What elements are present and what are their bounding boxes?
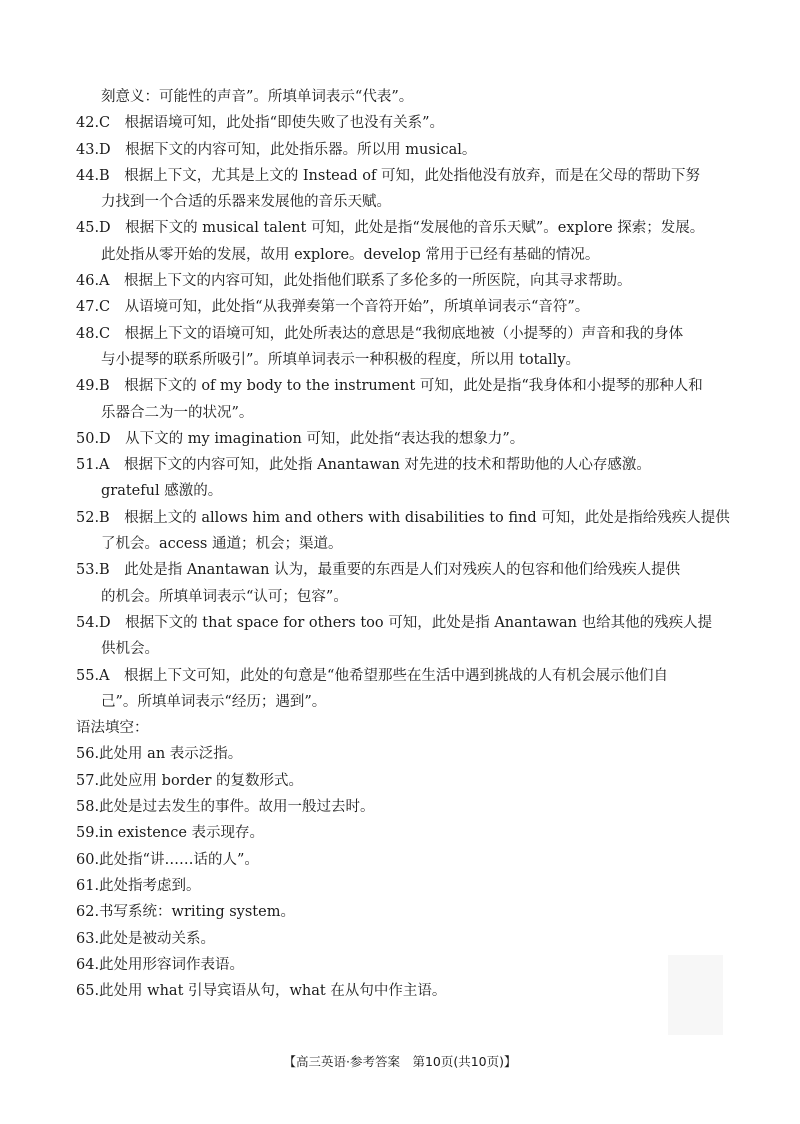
answer-line: 63.此处是被动关系。: [76, 930, 216, 947]
answer-line: 47.C 从语境可知，此处指“从我弹奏第一个音符开始”，所填单词表示“音符”。: [76, 299, 590, 316]
answer-line: 55.A 根据上下文可知，此处的句意是“他希望那些在生活中遇到挑战的人有机会展示他们自: [76, 667, 668, 684]
answer-line: 语法填空：: [76, 720, 149, 737]
answer-line: 65.此处用 what 引导宾语从句，what 在从句中作主语。: [76, 983, 447, 1000]
answer-line: 57.此处应用 border 的复数形式。: [76, 772, 304, 789]
scan-artifact: [668, 955, 723, 1035]
answer-line: 64.此处用形容词作表语。: [76, 956, 245, 973]
answer-line: 62.书写系统：writing system。: [76, 904, 295, 921]
answer-continuation-line: 刻意义：可能性的声音”。所填单词表示“代表”。: [101, 89, 414, 105]
page-footer: 【高三英语·参考答案 第10页(共10页)】: [283, 1054, 517, 1069]
answer-line: 56.此处用 an 表示泛指。: [76, 746, 243, 763]
answer-line: 45.D 根据下文的 musical talent 可知，此处是指“发展他的音乐天赋”。explore 探索；发展。: [76, 220, 705, 237]
answer-line: 46.A 根据上下文的内容可知，此处指他们联系了多伦多的一所医院，向其寻求帮助。: [76, 273, 632, 290]
answer-continuation-line: 了机会。access 通道；机会；渠道。: [101, 536, 343, 553]
answer-line: 53.B 此处是指 Anantawan 认为，最重要的东西是人们对残疾人的包容和他们给残疾人提供: [76, 562, 681, 579]
answer-line: 52.B 根据上文的 allows him and others with disabilities to find 可知，此处是指给残疾人提供: [76, 509, 730, 526]
answer-line: 49.B 根据下文的 of my body to the instrument 可知，此处是指“我身体和小提琴的那种人和: [76, 378, 703, 395]
answer-continuation-line: 供机会。: [101, 641, 159, 658]
answer-continuation-line: 与小提琴的联系所吸引”。所填单词表示一种积极的程度，所以用 totally。: [101, 351, 581, 368]
answer-line: 51.A 根据下文的内容可知，此处指 Anantawan 对先进的技术和帮助他的人心存感激。: [76, 457, 651, 474]
answer-line: 48.C 根据上下文的语境可知，此处所表达的意思是“我彻底地被（小提琴的）声音和我的身体: [76, 325, 684, 342]
answer-line: 54.D 根据下文的 that space for others too 可知，此处是指 Anantawan 也给其他的残疾人提: [76, 614, 713, 631]
answer-continuation-line: 此处指从零开始的发展，故用 explore。develop 常用于已经有基础的情况。: [101, 246, 600, 263]
answer-continuation-line: grateful 感激的。: [101, 483, 223, 500]
answer-key-body: [76, 84, 730, 1004]
answer-continuation-line: 力找到一个合适的乐器来发展他的音乐天赋。: [101, 194, 391, 211]
answer-line: 44.B 根据上下文，尤其是上文的 Instead of 可知，此处指他没有放弃，而是在父母的帮助下努: [76, 167, 700, 184]
answer-line: 59.in existence 表示现存。: [76, 825, 265, 842]
answer-line: 43.D 根据下文的内容可知，此处指乐器。所以用 musical。: [76, 141, 477, 158]
answer-line: 58.此处是过去发生的事件。故用一般过去时。: [76, 799, 375, 816]
answer-continuation-line: 己”。所填单词表示“经历；遇到”。: [101, 693, 327, 710]
answer-line: 50.D 从下文的 my imagination 可知，此处指“表达我的想象力”。: [76, 430, 525, 447]
answer-line: 61.此处指考虑到。: [76, 877, 201, 894]
answer-line: 60.此处指“讲……话的人”。: [76, 851, 259, 868]
answer-continuation-line: 的机会。所填单词表示“认可；包容”。: [101, 588, 348, 605]
answer-continuation-line: 乐器合二为一的状况”。: [101, 404, 254, 421]
answer-line: 42.C 根据语境可知，此处指“即使失败了也没有关系”。: [76, 115, 444, 132]
